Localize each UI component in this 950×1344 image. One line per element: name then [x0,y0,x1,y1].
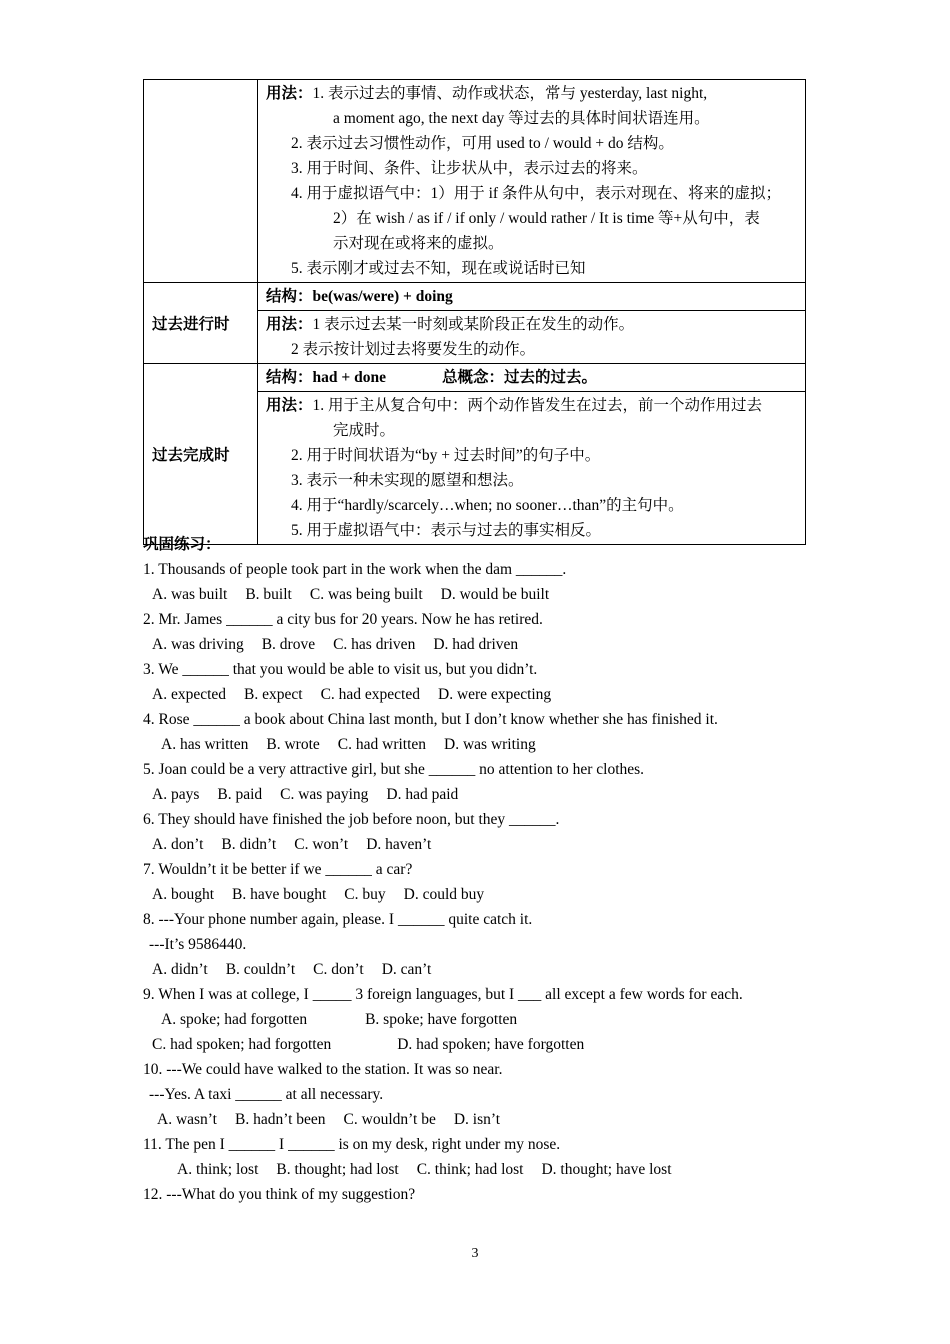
option-d[interactable]: D. was writing [444,736,536,753]
option-a[interactable]: A. spoke; had forgotten [161,1011,308,1028]
exercise-question: 8. ---Your phone number again, please. I ______ quite catch it. [143,911,533,928]
usage-line: 2 表示按计划过去将要发生的动作。 [291,341,536,358]
exercise-question: 11. The pen I ______ I ______ is on my desk, right under my nose. [143,1136,561,1153]
option-b[interactable]: B. couldn’t [225,961,296,978]
option-b[interactable]: B. paid [217,786,263,803]
exercise-question: 9. When I was at college, I _____ 3 foreign languages, but I ___ all except a few words for each. [143,986,743,1003]
option-b[interactable]: B. drove [261,636,316,653]
structure-text: 结构：be(was/were) + doing [266,288,453,305]
past-continuous-structure-cell [258,283,806,311]
exercise-question: 6. They should have finished the job before noon, but they ______. [143,811,560,828]
option-a[interactable]: A. bought [152,886,214,903]
option-a[interactable]: A. think; lost [177,1161,259,1178]
option-c[interactable]: C. wouldn’t be [343,1111,436,1128]
option-b[interactable]: B. have bought [232,886,327,903]
exercise-options [143,1007,823,1032]
usage-line: 5. 表示刚才或过去不知，现在或说话时已知 [291,260,586,277]
option-a[interactable]: A. wasn’t [157,1111,217,1128]
option-d[interactable]: D. isn’t [453,1111,501,1128]
option-c[interactable]: C. don’t [313,961,364,978]
option-c[interactable]: C. think; had lost [416,1161,524,1178]
option-c[interactable]: C. won’t [294,836,349,853]
exercise-question: 1. Thousands of people took part in the work when the dam ______. [143,561,567,578]
usage-line: 3. 表示一种未实现的愿望和想法。 [291,472,524,489]
exercise-options [143,632,823,657]
exercise-options [143,582,823,607]
exercise-question: 10. ---We could have walked to the station. It was so near. [143,1061,503,1078]
option-a[interactable]: A. pays [152,786,200,803]
usage-line: 5. 用于虚拟语气中：表示与过去的事实相反。 [291,522,602,539]
option-d[interactable]: D. had spoken; have forgotten [397,1036,585,1053]
option-c[interactable]: C. had expected [320,686,420,703]
usage-line: 4. 用于虚拟语气中：1）用于 if 条件从句中，表示对现在、将来的虚拟； [291,185,781,202]
option-c[interactable]: C. was being built [309,586,423,603]
exercise-options [143,1157,823,1182]
exercise-question: 3. We ______ that you would be able to visit us, but you didn’t. [143,661,538,678]
past-perfect-structure-row [144,364,806,392]
exercise-options [143,1107,823,1132]
option-c[interactable]: C. has driven [333,636,416,653]
past-simple-usage-cell [258,80,806,283]
past-simple-tense-cell [144,80,258,283]
exercise-options [143,957,823,982]
past-perfect-structure-cell [258,364,806,392]
exercise-section [143,532,823,1207]
usage-line: 3. 用于时间、条件、让步状从中，表示过去的将来。 [291,160,648,177]
past-continuous-structure-row [144,283,806,311]
option-c[interactable]: C. was paying [280,786,369,803]
option-a[interactable]: A. was built [152,586,228,603]
option-b[interactable]: B. wrote [266,736,320,753]
option-d[interactable]: D. thought; have lost [541,1161,672,1178]
exercise-options [143,732,823,757]
option-a[interactable]: A. don’t [152,836,204,853]
usage-label: 用法： [266,85,313,102]
exercise-dialogue-line: ---Yes. A taxi ______ at all necessary. [149,1086,384,1103]
usage-label: 用法： [266,316,313,333]
past-simple-row [144,80,806,283]
option-a[interactable]: A. expected [152,686,227,703]
option-d[interactable]: D. had driven [433,636,519,653]
past-perfect-tense-name: 过去完成时 [144,364,258,545]
exercise-options [143,782,823,807]
past-perfect-usage-cell [258,392,806,545]
usage-line: 示对现在或将来的虚拟。 [333,235,504,252]
option-b[interactable]: B. built [245,586,292,603]
exercise-question: 2. Mr. James ______ a city bus for 20 years. Now he has retired. [143,611,543,628]
option-a[interactable]: A. didn’t [152,961,208,978]
option-d[interactable]: D. had paid [386,786,459,803]
usage-line: 2. 用于时间状语为“by + 过去时间”的句子中。 [291,447,601,464]
exercise-options [143,832,823,857]
option-b[interactable]: B. hadn’t been [235,1111,326,1128]
exercise-options [143,682,823,707]
past-continuous-tense-name: 过去进行时 [144,283,258,364]
option-b[interactable]: B. expect [244,686,303,703]
exercise-question: 12. ---What do you think of my suggestion? [143,1186,416,1203]
option-c[interactable]: C. buy [344,886,386,903]
option-c[interactable]: C. had written [337,736,427,753]
usage-line: 1. 用于主从复合句中：两个动作皆发生在过去，前一个动作用过去 [312,397,763,414]
usage-line: 1. 表示过去的事情、动作或状态，常与 yesterday, last night, [312,85,708,102]
option-b[interactable]: B. spoke; have forgotten [365,1011,518,1028]
usage-label: 用法： [266,397,313,414]
exercise-options [143,1032,823,1057]
usage-line: 4. 用于“hardly/scarcely…when; no sooner…than”的主句中。 [291,497,684,514]
exercise-dialogue-line: ---It’s 9586440. [149,936,247,953]
exercise-question: 4. Rose ______ a book about China last month, but I don’t know whether she has finished it. [143,711,718,728]
exercise-question: 7. Wouldn’t it be better if we ______ a car? [143,861,413,878]
option-d[interactable]: D. were expecting [438,686,552,703]
page-number: 3 [471,1246,479,1261]
usage-line: 2. 表示过去习惯性动作，可用 used to / would + do 结构。 [291,135,674,152]
exercise-options [143,882,823,907]
option-a[interactable]: A. was driving [152,636,244,653]
exercise-heading: 巩固练习： [143,536,221,553]
usage-line: 1 表示过去某一时刻或某阶段正在发生的动作。 [312,316,635,333]
option-b[interactable]: B. didn’t [221,836,277,853]
exercise-question: 5. Joan could be a very attractive girl, but she ______ no attention to her clothes. [143,761,645,778]
option-c[interactable]: C. had spoken; had forgotten [152,1036,332,1053]
option-d[interactable]: D. could buy [403,886,485,903]
option-d[interactable]: D. would be built [440,586,550,603]
usage-line: 完成时。 [333,422,396,439]
structure-text: 结构：had + done [266,369,386,386]
concept-text: 总概念：过去的过去。 [441,369,597,386]
past-continuous-usage-cell [258,311,806,364]
option-a[interactable]: A. has written [161,736,249,753]
usage-line: 2）在 wish / as if / if only / would rather / It is time 等+从句中，表 [333,210,760,227]
usage-line: a moment ago, the next day 等过去的具体时间状语连用。 [333,110,710,127]
option-d[interactable]: D. can’t [381,961,432,978]
option-b[interactable]: B. thought; had lost [276,1161,399,1178]
option-d[interactable]: D. haven’t [366,836,432,853]
grammar-table [143,79,806,545]
